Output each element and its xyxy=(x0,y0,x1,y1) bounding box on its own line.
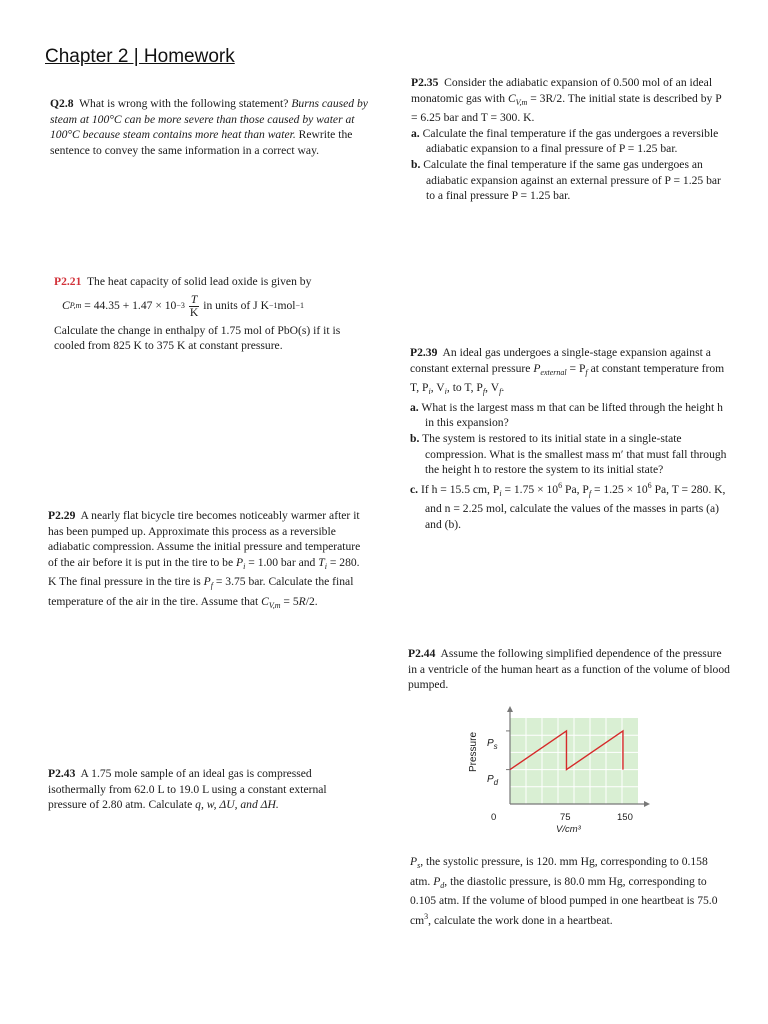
problem-text: Rewrite the sentence to convey the same information in a correct way. xyxy=(50,128,353,157)
problem-p2-29: P2.29 A nearly flat bicycle tire becomes noticeably warmer after it has been pumped up. Approximate this process as a reversible adiabatic compression. Assume the initial pressure and temperature of the air before it is put in the tire to be $P_i = 1.00$ bar and $T_i = 280$. K The final pressure in the tire is $P_f = 3.75$ bar. Calculate the final temperature of the air in the tire. Assume that $C_{V,m} = 5R/2$. xyxy=(48,509,361,610)
part-a: a. What is the largest mass m that can be lifted through the height h in this expansion? xyxy=(410,400,723,430)
problem-id: P2.29 xyxy=(48,509,76,522)
problem-p2-44-details: $P_s$, the systolic pressure, is 120. mm Hg, corresponding to 0.158 atm. $P_d$, the diastolic pressure, is 80.0 mm Hg, corresponding to 0.105 atm. If the volume of blood pumped in one heartbeat is 75.0 $cm^3$, calculate the work done in a heartbeat. xyxy=(410,855,718,927)
problem-id: P2.39 xyxy=(410,346,438,359)
problem-q2-8 xyxy=(50,96,372,158)
heat-capacity-equation: C P,m = 44.35 + 1.47 × 10 −3 $\frac{T}{K}$ in units of J K −1 mol −1 xyxy=(62,292,305,319)
y-tick-pd: $P_d$ xyxy=(487,774,499,787)
problem-p2-44: P2.44 Assume the following simplified dependence of the pressure in a ventricle of the human heart as a function of the volume of blood pumped. xyxy=(408,647,730,692)
part-a: a. Calculate the final temperature if the gas undergoes a reversible adiabatic expansion to a final pressure of P = 1.25 bar. xyxy=(411,126,719,156)
problem-id: P2.21 xyxy=(54,275,82,288)
x-tick-75: 75 xyxy=(560,812,571,823)
problem-p2-21 xyxy=(54,274,374,354)
problem-p2-43: P2.43 A 1.75 mole sample of an ideal gas is compressed isothermally from 62.0 L to 19.0 L using a constant external pressure of 2.80 atm. Calculate q, w, ΔU, and ΔH. xyxy=(48,767,327,812)
problem-p2-35: P2.35 Consider the adiabatic expansion of 0.500 mol of an ideal monatomic gas with $C_{V,m} = 3R/2$. The initial state is described by P = 6.25 bar and T = 300. K. a. Calculate the final temperature if the gas undergoes a reversible adiabatic expansion to a final pressure of P = 1.25 bar. b. Calculate the final temperature if the same gas undergoes an adiabatic expansion against an external pressure of P = 1.25 bar to a final pressure P = 1.25 bar. xyxy=(411,75,729,204)
x-axis-label: V/cm³ xyxy=(556,824,581,835)
y-tick-ps: $P_s$ xyxy=(487,738,498,751)
x-tick-0: 0 xyxy=(491,812,497,823)
x-tick-150: 150 xyxy=(617,812,633,823)
problem-text: Calculate the change in enthalpy of 1.75 mol of PbO(s) if it is cooled from 825 K to 375 K at constant pressure. xyxy=(54,323,341,353)
x-axis-arrow xyxy=(644,801,650,807)
page-title: Chapter 2 | Homework xyxy=(45,46,235,67)
pressure-volume-chart xyxy=(460,700,660,840)
y-axis-arrow xyxy=(507,706,513,712)
part-b: b. The system is restored to its initial state in a single-state compression. What is the smallest mass m′ that must fall through the height h to restore the system to its initial state? xyxy=(410,431,727,477)
fraction: $\frac{T}{K}$ xyxy=(189,292,199,319)
part-c: c. If h = 15.5 cm, $P_i = 1.75 \times 10^6$ Pa, $P_f = 1.25 \times 10^6$ Pa, T = 280. K, and n = 2.25 mol, calculate the values of the masses in parts (a) and (b). xyxy=(410,480,726,531)
problem-id: P2.43 xyxy=(48,767,76,780)
quoted-statement: Burns caused by steam at 100°C can be more severe than those caused by water at 100°C because steam contains more heat than water. xyxy=(50,97,368,142)
problem-p2-39: P2.39 An ideal gas undergoes a single-stage expansion against a constant external pressure $P_{external} = P_f$ at constant temperature from T, $P_i$, $V_i$, to T, $P_f$, $V_f$. a. What is the largest mass m that can be lifted through the height h in this expansion? b. The system is restored to its initial state in a single-state compression. What is the smallest mass m′ that must fall through the height h to restore the system to its initial state? c. If h = 15.5 cm, $P_i = 1.75 \times 10^6$ Pa, $P_f = 1.25 \times 10^6$ Pa, T = 280. K, and n = 2.25 mol, calculate the values of the masses in parts (a) and (b). xyxy=(410,345,730,533)
problem-text: The heat capacity of solid lead oxide is given by xyxy=(86,275,312,288)
part-b: b. Calculate the final temperature if the same gas undergoes an adiabatic expansion against an external pressure of P = 1.25 bar to a final pressure P = 1.25 bar. xyxy=(411,157,721,203)
problem-id: Q2.8 xyxy=(50,97,74,110)
problem-text: What is wrong with the following statement? xyxy=(79,97,289,110)
problem-id: P2.44 xyxy=(408,647,436,660)
y-axis-label: Pressure xyxy=(468,731,479,772)
problem-id: P2.35 xyxy=(411,76,439,89)
